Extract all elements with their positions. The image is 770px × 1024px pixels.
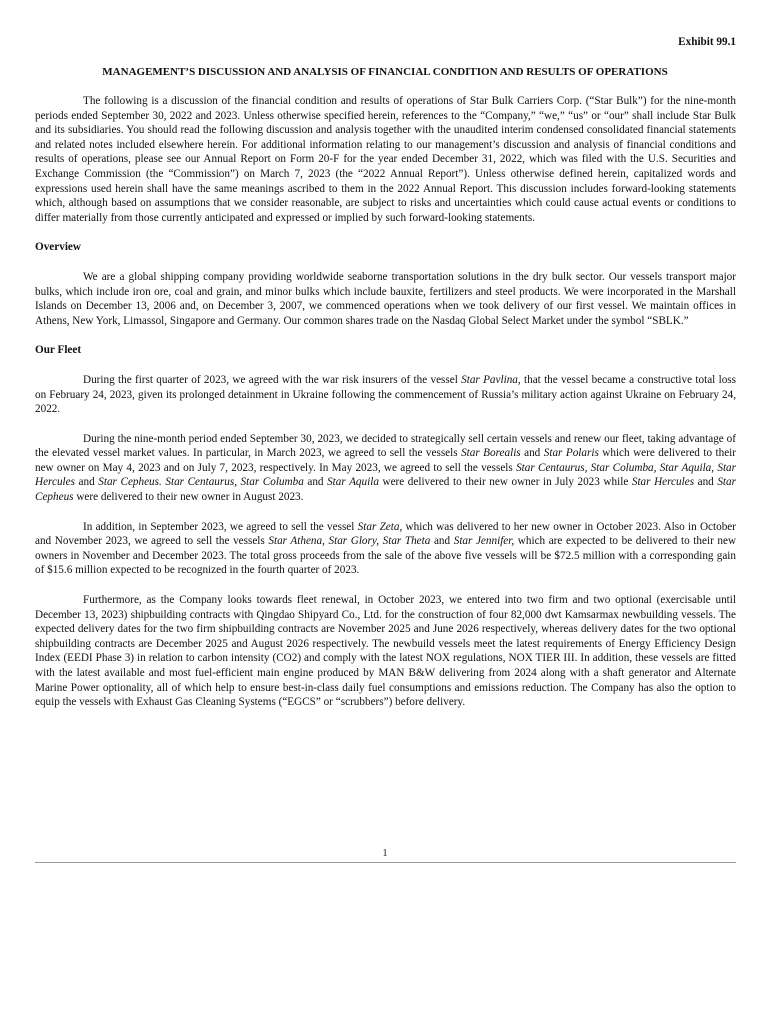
text-run: During the first quarter of 2023, we agreed with the war risk insurers of the vessel [83, 373, 462, 386]
document-body [35, 94, 736, 725]
vessel-name: Star Athena, Star Glory, Star Theta [268, 535, 431, 548]
text-run: In addition, in September 2023, we agreed to sell the vessel [83, 520, 358, 533]
fleet-paragraph-2 [35, 432, 736, 505]
intro-paragraph: The following is a discussion of the financial condition and results of operations of Star Bulk Carriers Corp. (“Star Bulk”) for the nine-month periods ended September 30, 2022 and 2023. Unless otherwise specified herein, references to the “Company,” “we,” “us” or “our” shall include Star Bulk and its subsidiaries. You should read the following discussion and analysis together with the unaudited interim condensed consolidated financial statements and related notes included elsewhere herein. For additional information relating to our management’s discussion and analysis of financial conditions and results of operations, please see our Annual Report on Form 20-F for the year ended December 31, 2022, which was filed with the U.S. Securities and Exchange Commission (the “Commission”) on March 7, 2023 (the “2022 Annual Report”). Unless otherwise defined herein, capitalized words and expressions used herein shall have the same meanings ascribed to them in the 2022 Annual Report. This discussion includes forward-looking statements which, although based on assumptions that we consider reasonable, are subject to risks and uncertainties which could cause actual events or conditions to differ materially from those currently anticipated and expressed or implied by such forward-looking statements. [35, 95, 736, 224]
text-run: were delivered to their new owner in July 2023 while [378, 476, 632, 489]
fleet-paragraph-4: Furthermore, as the Company looks towards fleet renewal, in October 2023, we entered into two firm and two optional (exercisable until December 13, 2023) shipbuilding contracts with Qingdao Shipyard Co., Ltd. for the construction of four 82,000 dwt Kamsarmax newbuilding vessels. The expected delivery dates for the two firm shipbuilding contracts are November 2025 and June 2026 respectively, whereas delivery dates for the two optional shipbuilding contracts are December 2025 and August 2026 respectively. The newbuild vessels meet the latest requirements of Energy Efficiency Design Index (EEDI Phase 3) in relation to carbon intensity (CO2) and comply with the latest NOX regulations, NOX TIER III. In addition, these vessels are fitted with the latest available and most fuel-efficient main engine produced by MAN B&W delivering from 2024 along with a shaft generator and Alternate Marine Power optionality, all of which help to ensure best-in-class daily fuel consumptions and emissions reduction. The Company has also the option to equip the vessels with Exhaust Gas Cleaning Systems (“EGCS” or “scrubbers”) before delivery. [35, 594, 736, 709]
document-title: MANAGEMENT’S DISCUSSION AND ANALYSIS OF FINANCIAL CONDITION AND RESULTS OF OPERATIONS [102, 66, 668, 78]
overview-heading: Overview [35, 241, 81, 254]
fleet-heading: Our Fleet [35, 344, 82, 357]
text-run: were delivered to their new owner in August 2023. [73, 491, 304, 504]
text-run: During the nine-month period ended September 30, 2023, we decided to strategically sell certain vessels and renew our fleet, taking advantage of the elevated vessel market values. In particular, in March 2023, we agreed to sell the vessels [35, 432, 736, 460]
text-run: and [694, 476, 718, 489]
vessel-name: Star Hercules [631, 476, 695, 489]
vessel-name: Star Aquila [327, 476, 379, 489]
page-number: 1 [382, 848, 388, 859]
vessel-name: Star Borealis [461, 447, 521, 460]
vessel-name: Star Pavlina [461, 373, 518, 386]
text-run: which was delivered to her new owner in October 2023. Also in October and November 2023, we agreed to sell the vessels [35, 520, 736, 548]
text-run: and [520, 447, 544, 460]
fleet-paragraph-1 [35, 373, 736, 417]
vessel-name: Star Zeta, [357, 520, 403, 533]
vessel-name: Star Cepheus. Star Centaurus, Star Columba [98, 476, 304, 489]
vessel-name: Star Polaris [543, 447, 599, 460]
text-run: and [74, 476, 99, 489]
text-run: , that the vessel became a constructive total loss on February 24, 2023, given its prolonged detainment in Ukraine following the commencement of Russia’s military action against Ukraine on February 24, 2022. [35, 373, 736, 416]
text-run: which are expected to be delivered to their new owners in November and December 2023. The total gross proceeds from the sale of the above five vessels will be $72.5 million with a corresponding gain of $15.6 million expected to be recognized in the fourth quarter of 2023. [35, 535, 737, 577]
vessel-name: Star Centaurus, Star Columba, Star Aquila, Star Hercules [35, 461, 737, 489]
footer-divider [35, 862, 736, 863]
text-run: and [430, 535, 454, 548]
vessel-name: Star Jennifer, [453, 535, 515, 548]
vessel-name: Star Cepheus [35, 476, 736, 504]
fleet-paragraph-3 [35, 520, 736, 578]
text-run: which were delivered to their new owner on May 4, 2023 and on July 7, 2023, respectively. In May 2023, we agreed to sell the vessels [35, 447, 736, 474]
exhibit-label: Exhibit 99.1 [678, 36, 736, 48]
overview-paragraph: We are a global shipping company providing worldwide seaborne transportation solutions in the dry bulk sector. Our vessels transport major bulks, which include iron ore, coal and grain, and minor bulks which include bauxite, fertilizers and steel products. We were incorporated in the Marshall Islands on December 13, 2006 and, on December 3, 2007, we commenced operations when we took delivery of our first vessel. We maintain offices in Athens, New York, Limassol, Singapore and Germany. Our common shares trade on the Nasdaq Global Select Market under the symbol “SBLK.” [35, 270, 736, 327]
text-run: and [303, 476, 328, 489]
